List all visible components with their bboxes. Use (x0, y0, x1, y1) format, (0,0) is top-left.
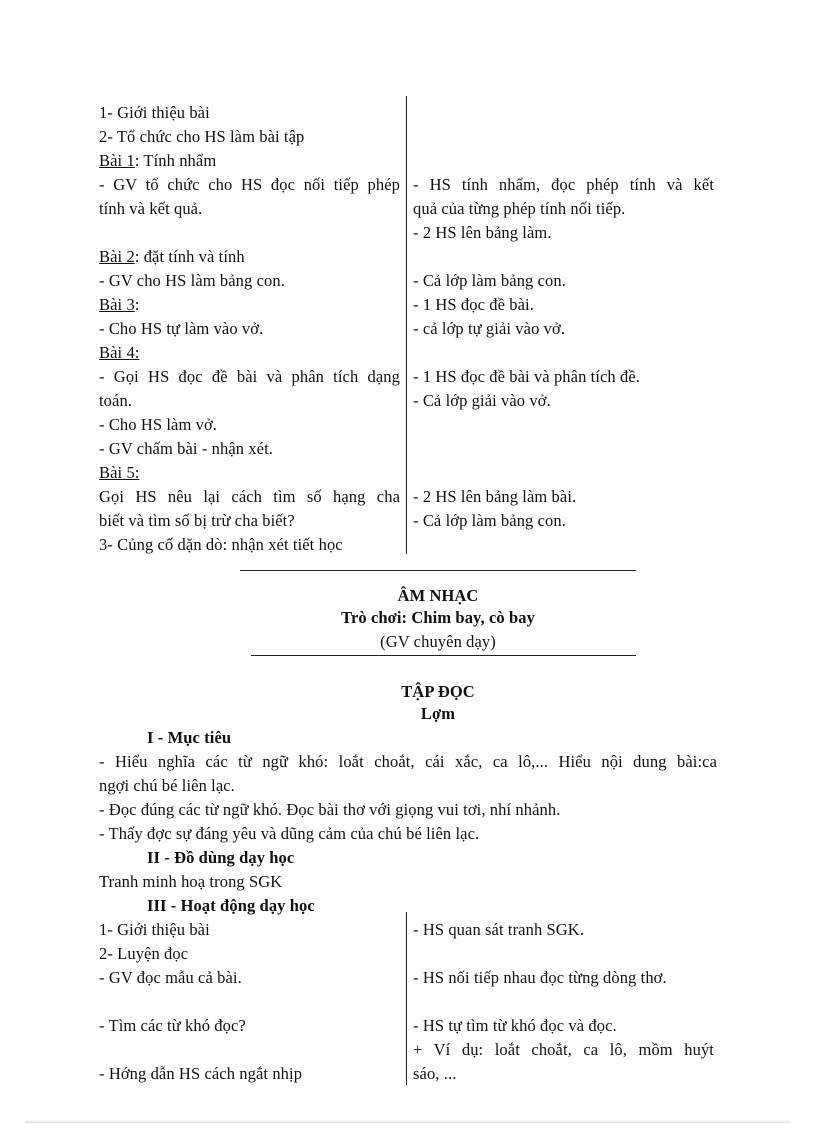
student-activity: sáo, ... (413, 1064, 457, 1083)
exercise-5-text: Gọi HS nêu lại cách tìm số hạng cha (99, 487, 400, 506)
student-activity: - HS tính nhẩm, đọc phép tính và kết (413, 175, 714, 194)
exercise-5-heading: Bài 5: (99, 463, 140, 482)
exercise-3-heading: Bài 3: (99, 295, 140, 314)
exercise-1-text: - GV tổ chức cho HS đọc nối tiếp phép (99, 175, 400, 194)
objective-item: - Thấy đợc sự đáng yêu và dũng cảm của chú bé liên lạc. (99, 824, 480, 843)
student-activity: - HS tự tìm từ khó đọc và đọc. (413, 1016, 617, 1035)
objective-item: - Đọc đúng các từ ngữ khó. Đọc bài thơ với giọng vui tơi, nhí nhảnh. (99, 800, 561, 819)
student-activity: - Cả lớp làm bảng con. (413, 511, 566, 530)
exercise-2-heading: Bài 2: đặt tính và tính (99, 247, 245, 266)
section-divider (240, 570, 636, 571)
teacher-activity: - Tìm các từ khó đọc? (99, 1016, 246, 1035)
student-activity: - HS nối tiếp nhau đọc từng dòng thơ. (413, 968, 667, 987)
step-wrap-up: 3- Củng cố dặn dò: nhận xét tiết học (99, 535, 343, 554)
music-title: Trò chơi: Chim bay, cò bay (341, 608, 535, 627)
student-activity: + Ví dụ: loắt choắt, ca lô, mồm huýt (413, 1040, 714, 1059)
exercise-4-homework: - Cho HS làm vở. (99, 415, 218, 434)
student-activity: - Cả lớp giải vào vở. (413, 391, 551, 410)
exercise-5-text-cont: biết và tìm số bị trừ cha biết? (99, 511, 295, 530)
section-divider (251, 655, 636, 656)
exercise-1-text-cont: tính và kết quả. (99, 199, 203, 218)
music-note: (GV chuyên dạy) (380, 632, 496, 651)
exercise-4-heading: Bài 4: (99, 343, 140, 362)
activities-heading: III - Hoạt động dạy học (147, 896, 315, 915)
student-activity: quả của từng phép tính nối tiếp. (413, 199, 626, 218)
materials-text: Tranh minh hoạ trong SGK (99, 872, 283, 891)
teacher-activity: 1- Giới thiệu bài (99, 920, 210, 939)
materials-heading: II - Đồ dùng dạy học (147, 848, 295, 867)
exercise-4-text-cont: toán. (99, 391, 133, 410)
teacher-activity: - GV đọc mẫu cả bài. (99, 968, 242, 987)
column-divider (406, 912, 407, 1085)
exercise-3-text: - Cho HS tự làm vào vở. (99, 319, 264, 338)
student-activity: - HS quan sát tranh SGK. (413, 920, 585, 939)
objective-item: ngợi chú bé liên lạc. (99, 776, 235, 795)
exercise-2-text: - GV cho HS làm bảng con. (99, 271, 285, 290)
objective-item: - Hiểu nghĩa các từ ngữ khó: loắt choắt, cái xắc, ca lô,... Hiểu nội dung bài:ca (99, 752, 717, 771)
student-activity: - 1 HS đọc đề bài. (413, 295, 534, 314)
student-activity: - 1 HS đọc đề bài và phân tích đề. (413, 367, 641, 386)
reading-subject: TẬP ĐỌC (401, 682, 475, 701)
student-activity: - 2 HS lên bảng làm. (413, 223, 552, 242)
step-intro: 1- Giới thiệu bài (99, 103, 210, 122)
column-divider (406, 96, 407, 554)
objectives-heading: I - Mục tiêu (147, 728, 232, 747)
exercise-4-text: - Gọi HS đọc đề bài và phân tích dạng (99, 367, 400, 386)
step-exercises: 2- Tổ chức cho HS làm bài tập (99, 127, 305, 146)
exercise-4-grading: - GV chấm bài - nhận xét. (99, 439, 274, 458)
exercise-1-heading: Bài 1: Tính nhẩm (99, 151, 217, 170)
student-activity: - cả lớp tự giải vào vở. (413, 319, 566, 338)
teacher-activity: - Hớng dẫn HS cách ngắt nhịp (99, 1064, 303, 1083)
student-activity: - Cả lớp làm bảng con. (413, 271, 566, 290)
music-subject: ÂM NHẠC (397, 586, 479, 605)
student-activity: - 2 HS lên bảng làm bài. (413, 487, 577, 506)
reading-title: Lợm (420, 704, 456, 723)
teacher-activity: 2- Luyện đọc (99, 944, 189, 963)
